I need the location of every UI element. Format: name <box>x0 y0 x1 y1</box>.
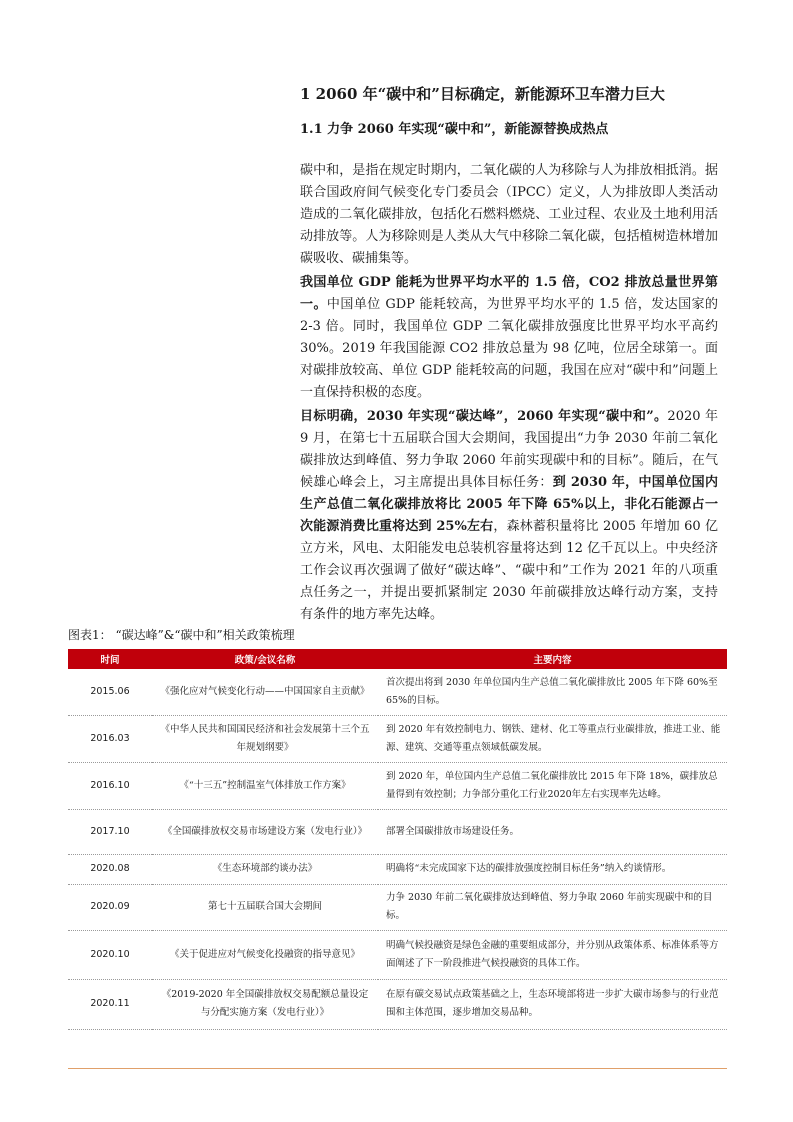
column-header-policy: 政策/会议名称 <box>152 649 378 669</box>
row-policy-name: 《强化应对气候变化行动——中国国家自主贡献》 <box>152 669 378 715</box>
paragraph-carbon-neutral-definition: 碳中和，是指在规定时期内，二氧化碳的人为移除与人为排放相抵消。据联合国政府间气候变化专门委员会（IPCC）定义，人为排放即人类活动造成的二氧化碳排放，包括化石燃料燃烧、工业过程、农业及土地利用活动排放等。人为移除则是人类从大气中移除二氧化碳，包括植树造林增加碳吸收、碳捕集等。 <box>300 163 718 266</box>
row-date: 2017.10 <box>68 809 152 854</box>
footer-divider <box>68 1068 727 1069</box>
row-policy-name: 《关于促进应对气候变化投融资的指导意见》 <box>152 930 378 979</box>
column-header-time: 时间 <box>68 649 152 669</box>
row-content: 到 2020 年有效控制电力、钢铁、建材、化工等重点行业碳排放，推进工业、能源、建筑、交通等重点领域低碳发展。 <box>378 715 727 762</box>
table-row <box>68 979 727 1029</box>
row-policy-name: 《中华人民共和国国民经济和社会发展第十三个五年规划纲要》 <box>152 715 378 762</box>
row-date: 2020.11 <box>68 979 152 1029</box>
policy-table <box>68 649 727 1030</box>
row-policy-name: 《全国碳排放权交易市场建设方案（发电行业）》 <box>152 809 378 854</box>
row-policy-name: 《2019-2020 年全国碳排放权交易配额总量设定与分配实施方案（发电行业）》 <box>152 979 378 1029</box>
column-header-content: 主要内容 <box>378 649 727 669</box>
table-row <box>68 669 727 715</box>
row-content: 到 2020 年，单位国内生产总值二氧化碳排放比 2015 年下降 18%，碳排放总量得到有效控制；力争部分重化工行业2020年左右实现率先达峰。 <box>378 762 727 809</box>
row-content: 在原有碳交易试点政策基础之上，生态环境部将进一步扩大碳市场参与的行业范围和主体范围，逐步增加交易品种。 <box>378 979 727 1029</box>
row-date: 2016.10 <box>68 762 152 809</box>
row-date: 2020.08 <box>68 854 152 884</box>
table-row <box>68 854 727 884</box>
table-row <box>68 930 727 979</box>
paragraph-gdp-energy-lead: 我国单位 GDP 能耗为世界平均水平的 1.5 倍，CO2 排放总量世界第一。 <box>300 275 718 312</box>
section-heading-1-1: 1.1 力争 2060 年实现“碳中和”，新能源替换成热点 <box>300 122 609 137</box>
paragraph-targets-lead: 目标明确，2030 年实现“碳达峰”，2060 年实现“碳中和”。 <box>300 409 668 424</box>
table-row <box>68 762 727 809</box>
row-content: 明确气候投融资是绿色金融的重要组成部分，并分别从政策体系、标准体系等方面阐述了下一阶段推进气候投融资的具体工作。 <box>378 930 727 979</box>
row-content: 明确将“未完成国家下达的碳排放强度控制目标任务”纳入约谈情形。 <box>378 854 727 884</box>
row-date: 2016.03 <box>68 715 152 762</box>
paragraph-targets <box>300 406 718 626</box>
figure-title: 图表1： “碳达峰”&“碳中和”相关政策梳理 <box>68 628 295 642</box>
row-date: 2020.09 <box>68 884 152 930</box>
row-date: 2015.06 <box>68 669 152 715</box>
paragraph-gdp-energy-body: 中国单位 GDP 能耗较高，为世界平均水平的 1.5 倍，发达国家的 2-3 倍。同时，我国单位 GDP 二氧化碳排放强度比世界平均水平高约 30%。2019 年我国能源 CO2 排放总量为 98 亿吨，位居全球第一。面对碳排放较高、单位 GDP 能耗较高的问题，我国在应对“碳中和”问题上一直保持积极的态度。 <box>300 297 718 400</box>
table-row <box>68 809 727 854</box>
table-row <box>68 884 727 930</box>
row-content: 部署全国碳排放市场建设任务。 <box>378 809 727 854</box>
paragraph-targets-body-2: ，森林蓄积量将比 2005 年增加 60 亿立方米，风电、太阳能发电总装机容量将达到 12 亿千瓦以上。中央经济工作会议再次强调了做好“碳达峰”、“碳中和”工作为 2021 年的八项重点任务之一，并提出要抓紧制定 2030 年前碳排放达峰行动方案，支持有条件的地方率先达峰。 <box>300 519 718 622</box>
row-policy-name: 第七十五届联合国大会期间 <box>152 884 378 930</box>
row-content: 力争 2030 年前二氧化碳排放达到峰值、努力争取 2060 年前实现碳中和的目标。 <box>378 884 727 930</box>
row-policy-name: 《生态环境部约谈办法》 <box>152 854 378 884</box>
paragraph-targets-emphasis: 到 2030 年，中国单位国内生产总值二氧化碳排放将比 2005 年下降 65%以上，非化石能源占一次能源消费比重将达到 25%左右 <box>300 475 718 534</box>
table-header-row <box>68 649 727 669</box>
paragraph-targets-body-1: 2020 年 9 月，在第七十五届联合国大会期间，我国提出“力争 2030 年前二氧化碳排放达到峰值、努力争取 2060 年前实现碳中和的目标”。随后，在气候雄心峰会上，习主席提出具体目标任务： <box>300 409 719 490</box>
row-policy-name: 《“十三五”控制温室气体排放工作方案》 <box>152 762 378 809</box>
row-date: 2020.10 <box>68 930 152 979</box>
table-row <box>68 715 727 762</box>
row-content: 首次提出将到 2030 年单位国内生产总值二氧化碳排放比 2005 年下降 60%至 65%的目标。 <box>378 669 727 715</box>
section-heading-1: 1 2060 年“碳中和”目标确定，新能源环卫车潜力巨大 <box>300 85 665 103</box>
paragraph-gdp-energy <box>300 272 718 404</box>
